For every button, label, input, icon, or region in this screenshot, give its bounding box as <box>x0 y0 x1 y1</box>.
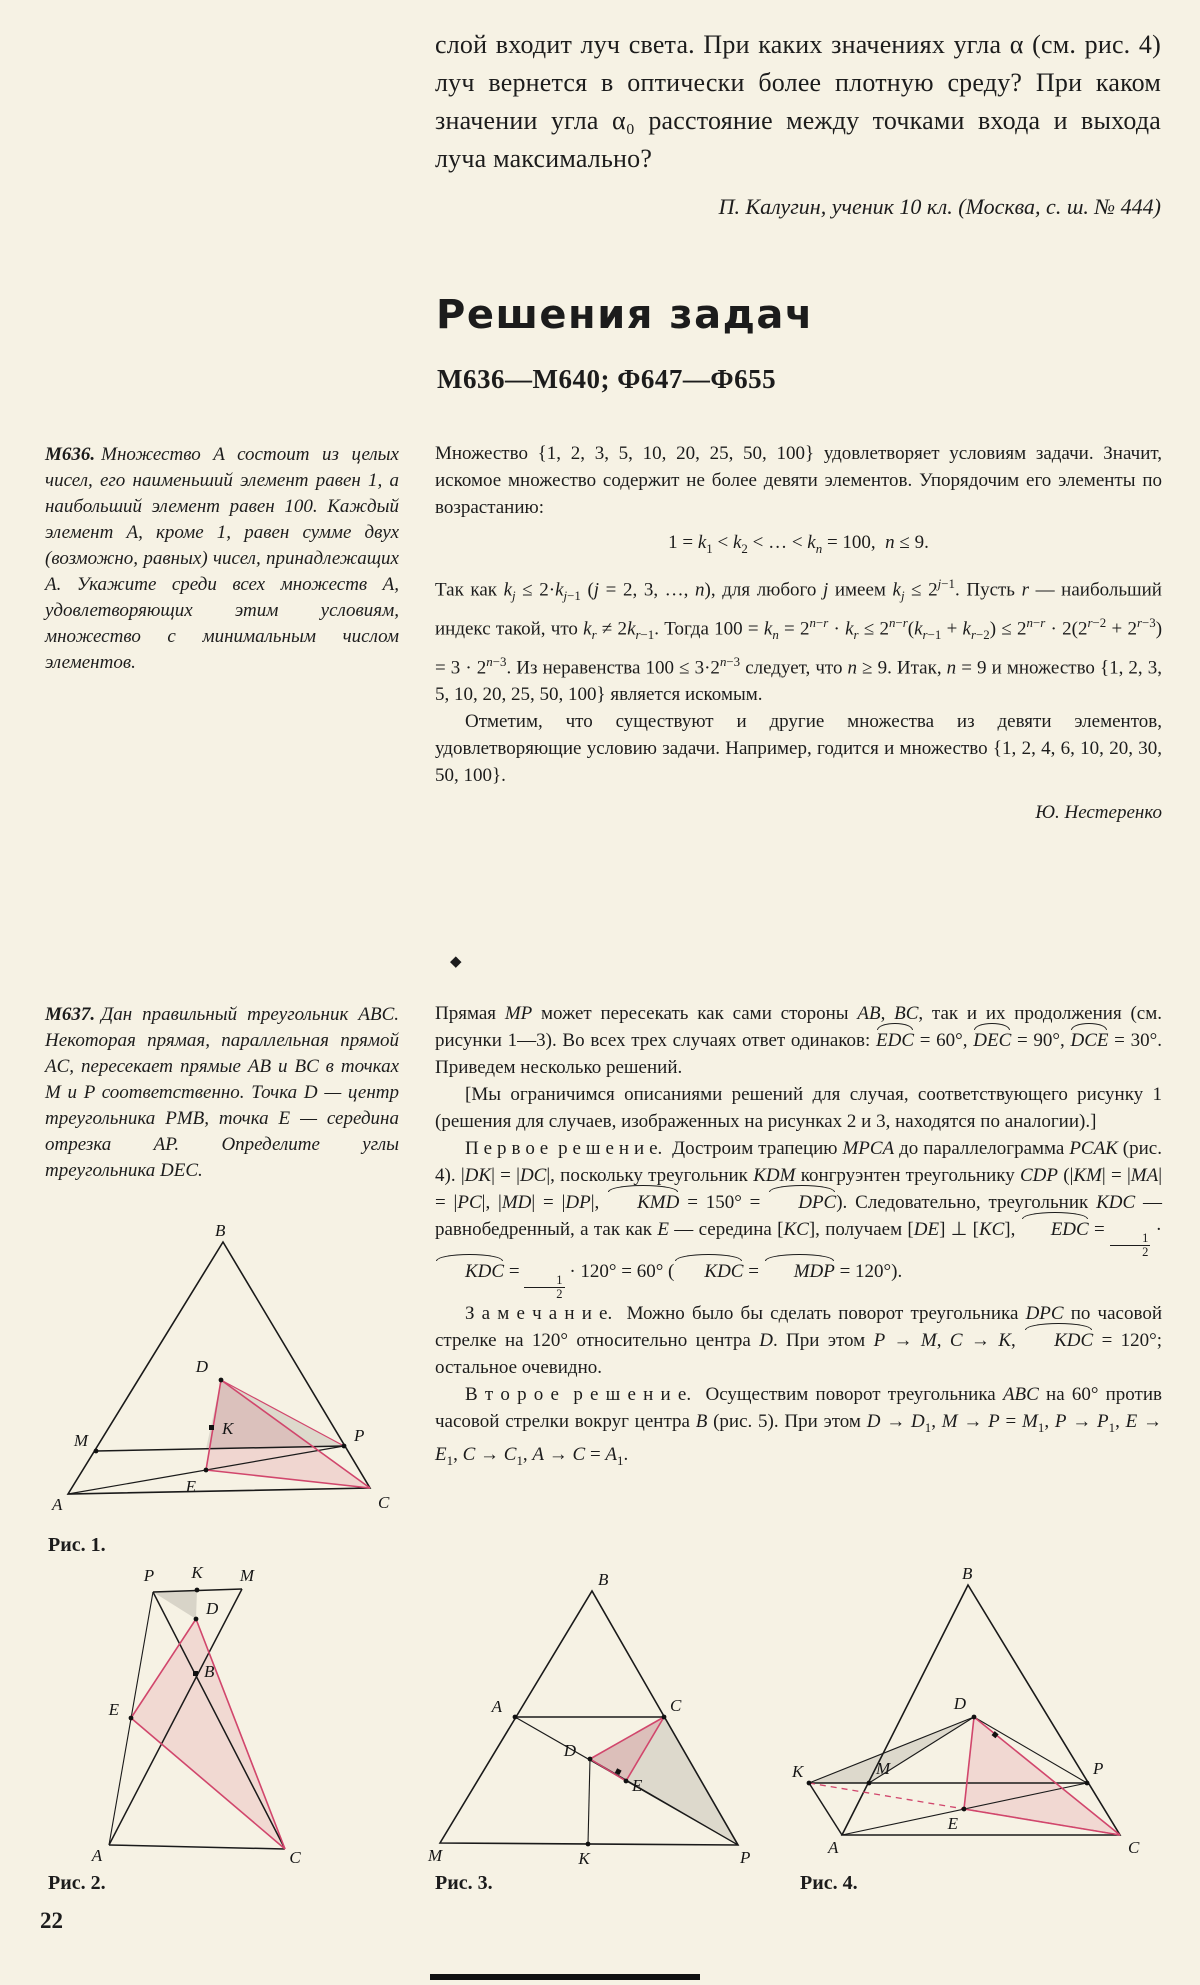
fig2-point-d <box>194 1617 199 1622</box>
figure-4-caption: Рис. 4. <box>800 1872 858 1894</box>
fig3-point-a <box>513 1715 518 1720</box>
fig3-label-c: C <box>670 1696 682 1715</box>
fig2-line-ac <box>109 1845 285 1849</box>
m637-solution-p2: [Мы ограничимся описаниями решений для случая, соответствующего рисунку 1 (решения для случаев, изображенных на рисунках 2 и 3, находятся по аналогии).] <box>435 1084 1162 1132</box>
problem-m637-statement: Дан правильный треугольник ABC. Некоторая прямая, параллельная прямой AC, пересекает прямые AB и BC в точках M и P соответственно. Точка D — центр треугольника PMB, точка E — середина отрезка AP. Определите углы треугольника DEC. <box>45 1004 399 1181</box>
fig1-label-a: A <box>52 1495 63 1514</box>
intro-block <box>435 26 1161 220</box>
problem-m637-label: М637. <box>45 1004 96 1025</box>
problem-m636-statement: Множество A состоит из целых чисел, его наименьший элемент равен 1, а наибольший элемент равен 100. Каждый элемент A, кроме 1, равен сумме двух (возможно, равных) чисел, принадлежащих A. Укажите среди всех множеств A, удовлетворяющих этим условиям, множество с минимальным числом элементов. <box>45 444 399 673</box>
m637-solution-p4: З а м е ч а н и е. Можно было бы сделать поворот треугольника DPC по часовой стрелке на 120° относительно центра D. При этом P → M, C → K, KDC = 120°; остальное очевидно. <box>435 1303 1163 1379</box>
fig3-point-c <box>662 1715 667 1720</box>
fig2-point-b-mark <box>193 1671 198 1676</box>
problem-m636 <box>45 442 399 676</box>
fig1-label-b: B <box>215 1222 226 1240</box>
m636-solution-p2: Так как $k_j \le 2\cdot k_{j-1}$ (j = 2, 3, …, n), для любого j имеем $k_j \le 2^{j-1}$. Пусть r — наибольший индекс такой, что $k_r \ne 2k_{r-1}$. Тогда $100 = k_n = 2^{n-r} \cdot k_r \le 2^{n-r}(k_{r-1} + k_{r-2}) \le 2^{n-r} \cdot 2(2^{r-2} + 2^{r-3}) = 3 \cdot 2^{n-3}$. Из неравенства $100 \le 3\cdot 2^{n-3}$ следует, что n ≥ 9. Итак, n = 9 и множество {1, 2, 3, 5, 10, 20, 25, 50, 100} является искомым. <box>435 575 1163 706</box>
figure-3-caption: Рис. 3. <box>435 1872 493 1894</box>
fig2-label-k: K <box>191 1565 203 1582</box>
fig2-label-p: P <box>143 1566 155 1585</box>
fig4-point-p <box>1085 1781 1090 1786</box>
fig2-label-m: M <box>239 1566 255 1585</box>
problem-m636-label: М636. <box>45 444 96 465</box>
fig3-label-p: P <box>740 1848 751 1867</box>
fig3-label-a: A <box>491 1697 502 1716</box>
fig4-label-k: K <box>792 1762 804 1781</box>
m637-solution-p3: П е р в о е р е ш е н и е. Достроим трапецию MPCA до параллелограмма PCAK (рис. 4). |DK| = |DC|, поскольку треугольник KDM конгруэнтен треугольнику CDP (|KM| = |MA| = |PC|, |MD| = |DP|, KMD = 150° = DPC). Следовательно, треугольник KDC — равнобедренный, а так как E — середина [KC], получаем [DE] ⊥ [KC], EDC = $\frac{1}{2}$ · KDC = $\frac{1}{2}$ · 120° = 60° ( KDC = MDP = 120°). <box>435 1138 1162 1301</box>
fig4-point-k <box>807 1781 812 1786</box>
fig4-line-ka <box>809 1783 842 1835</box>
fig4-label-c: C <box>1128 1838 1140 1857</box>
fig4-label-b: B <box>962 1565 973 1583</box>
fig3-point-k <box>586 1842 591 1847</box>
fig4-label-p: P <box>1093 1759 1104 1778</box>
figure-4 <box>790 1565 1160 1867</box>
fig1-point-p <box>342 1444 347 1449</box>
fig1-point-k-mark <box>209 1425 214 1430</box>
fig3-shaded-region <box>590 1717 738 1845</box>
fig3-label-e: E <box>632 1776 643 1795</box>
fig2-label-c: C <box>289 1848 301 1867</box>
fig1-label-e: E <box>185 1477 196 1496</box>
scan-artifact-bar <box>430 1974 700 1980</box>
m636-formula: $1 = k_1 < k_2$ < … < $k_n = 100$, n ≤ 9. <box>668 532 929 556</box>
diamond-separator-icon: ◆ <box>450 954 462 970</box>
fig4-point-m <box>867 1781 872 1786</box>
fig3-label-d: D <box>563 1741 576 1760</box>
fig2-label-e: E <box>108 1700 119 1719</box>
problem-m637 <box>45 1002 399 1184</box>
m636-solution-p3: Отметим, что существуют и другие множества из девяти элементов, удовлетворяющие условию задачи. Например, годится и множество {1, 2, 4, 6, 10, 20, 30, 50, 100}. <box>435 711 1162 787</box>
fig2-label-b: B <box>204 1662 215 1681</box>
m636-author: Ю. Нестеренко <box>1035 802 1162 824</box>
fig1-point-m <box>94 1449 99 1454</box>
fig3-point-e <box>624 1779 629 1784</box>
fig2-point-k <box>195 1588 200 1593</box>
page-number: 22 <box>40 1908 63 1933</box>
fig1-label-d: D <box>195 1357 208 1376</box>
intro-paragraph: слой входит луч света. При каких значениях угла α (см. рис. 4) луч вернется в оптически более плотную среду? При каком значении угла α₀ расстояние между точками входа и выхода луча максимально? <box>435 30 1161 173</box>
fig3-label-m: M <box>428 1846 443 1865</box>
figure-1 <box>38 1222 398 1524</box>
fig2-label-d: D <box>206 1599 219 1618</box>
section-title: Решения задач <box>436 292 814 338</box>
fig4-point-e <box>962 1807 967 1812</box>
m637-solution-p1: Прямая MP может пересекать как сами стороны AB, BC, так и их продолжения (см. рисунки 1—3). Во всех трех случаях ответ одинаков: EDC = 60°, DEC = 90°, DCE = 30°. Приведем несколько решений. <box>435 1003 1162 1078</box>
fig3-point-d <box>588 1757 593 1762</box>
fig2-point-e <box>129 1716 134 1721</box>
fig3-label-b: B <box>598 1570 609 1589</box>
fig1-label-m: M <box>73 1431 88 1450</box>
fig1-point-e <box>204 1468 209 1473</box>
figure-1-caption: Рис. 1. <box>48 1534 106 1556</box>
fig4-label-e: E <box>947 1814 958 1833</box>
m636-solution-p1: Множество {1, 2, 3, 5, 10, 20, 25, 50, 100} удовлетворяет условиям задачи. Значит, искомое множество содержит не более девяти элементов. Упорядочим его элементы по возрастанию: <box>435 443 1162 518</box>
fig4-label-m: M <box>876 1759 891 1778</box>
m636-solution <box>435 440 1162 826</box>
fig1-label-p: P <box>354 1426 365 1445</box>
fig3-line-dk <box>588 1759 590 1844</box>
fig3-label-k: K <box>578 1849 590 1867</box>
fig1-label-c: C <box>378 1493 390 1512</box>
fig4-label-d: D <box>953 1694 966 1713</box>
figure-3 <box>420 1565 760 1867</box>
fig1-point-d <box>219 1378 224 1383</box>
m637-solution-p5: В т о р о е р е ш е н и е. Осуществим поворот треугольника ABC на 60° против часовой стрелки вокруг центра B (рис. 5). При этом $D \to D_1$, $M \to P = M_1$, $P \to P_1$, $E \to E_1$, $C \to C_1$, $A \to C = A_1$. <box>435 1384 1163 1468</box>
m637-solution <box>435 1000 1162 1474</box>
fig4-point-d <box>972 1715 977 1720</box>
fig4-line-dk <box>809 1717 974 1783</box>
fig1-label-k: K <box>222 1419 234 1438</box>
fig2-label-a: A <box>91 1846 103 1865</box>
section-subtitle: М636—М640; Ф647—Ф655 <box>437 364 777 394</box>
figure-2 <box>45 1565 345 1867</box>
intro-attribution: П. Калугин, ученик 10 кл. (Москва, с. ш. № 444) <box>718 194 1161 219</box>
figure-2-caption: Рис. 2. <box>48 1872 106 1894</box>
fig4-label-a: A <box>828 1838 839 1857</box>
